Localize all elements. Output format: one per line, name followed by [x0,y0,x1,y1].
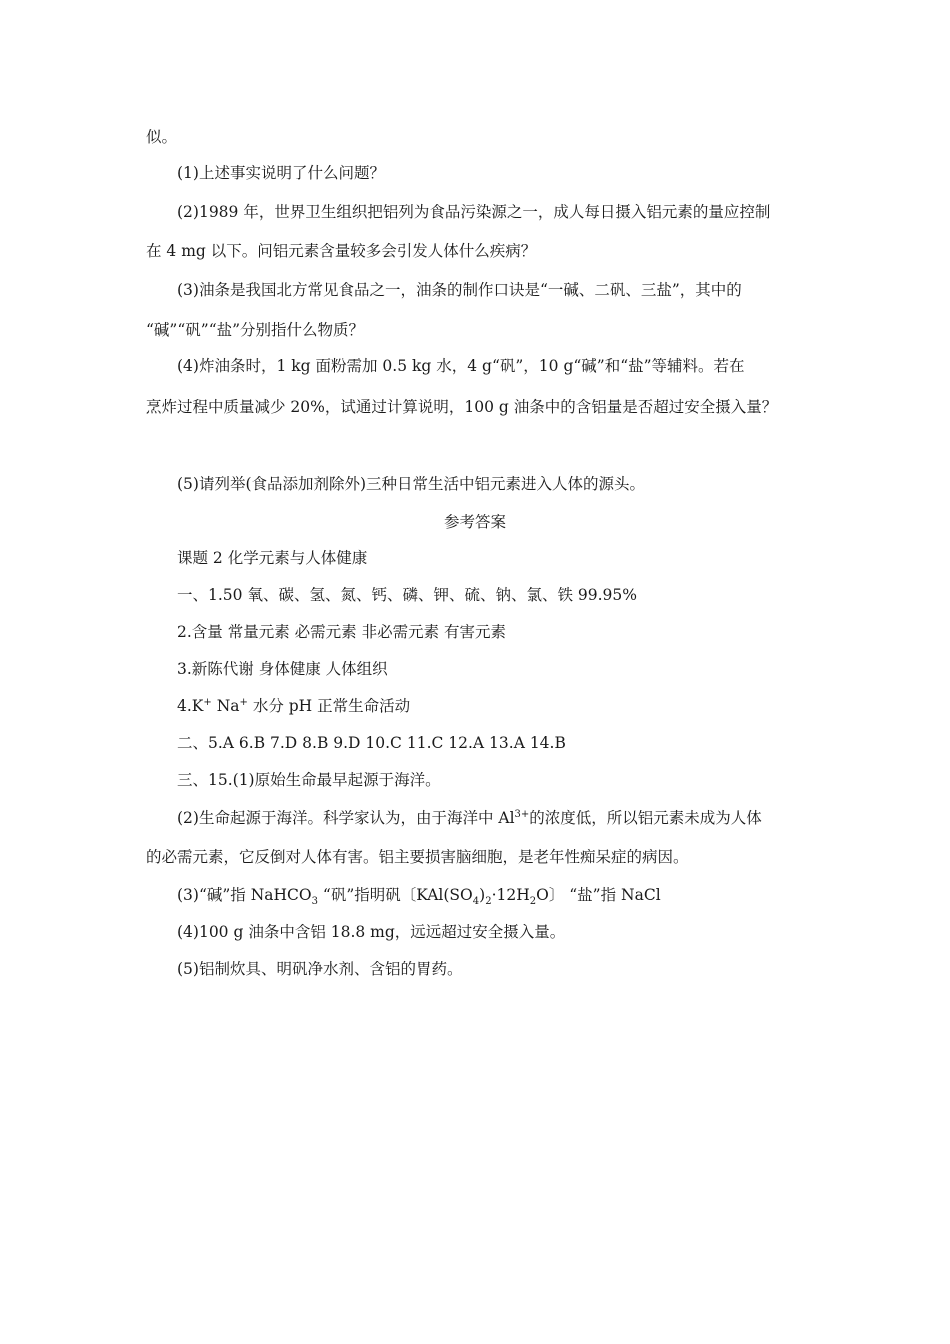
answer-15-3-sub1: 3 [311,896,318,908]
answer-15-2-pre: (2)生命起源于海洋。科学家认为，由于海洋中 Al [177,809,515,827]
answer-15-2-al-charge: 3+ [514,808,530,820]
answer-15-3-sub4: 2 [529,896,537,908]
answer-4-k-charge: + [203,696,212,708]
answer-15-3-part1: (3)“碱”指 NaHCO [177,886,312,904]
answer-section-3-q15-1: 三、15.(1)原始生命最早起源于海洋。 [177,771,441,789]
question-5: (5)请列举(食品添加剂除外)三种日常生活中铝元素进入人体的源头。 [177,475,646,493]
question-3-line-1: (3)油条是我国北方常见食品之一，油条的制作口诀是“一碱、二矾、三盐”，其中的 [177,281,742,299]
answer-4 [177,696,410,716]
answer-15-3-sub2: 4 [472,896,480,908]
answer-15-3-part2: “矾”指明矾〔KAl(SO [318,886,473,904]
question-4-line-1: (4)炸油条时，1 kg 面粉需加 0.5 kg 水，4 g“矾”，10 g“碱”和“盐”等辅料。若在 [177,357,745,375]
lead-end-text: 似。 [146,128,178,146]
answer-15-2-post: 的浓度低，所以铝元素未成为人体 [529,809,762,827]
answer-4-na-charge: + [239,696,248,708]
answer-15-3-part4: ·12H [491,886,530,904]
answer-4-rest: 水分 pH 正常生命活动 [247,697,411,715]
question-1: (1)上述事实说明了什么问题？ [177,164,385,182]
answer-15-2-line-1 [177,808,762,828]
question-3-line-2: “碱”“矾”“盐”分别指什么物质？ [146,321,365,339]
answer-15-2-line-2: 的必需元素，它反倒对人体有害。铝主要损害脑细胞，是老年性痴呆症的病因。 [146,848,689,866]
answer-15-4: (4)100 g 油条中含铝 18.8 mg，远远超过安全摄入量。 [177,923,566,941]
answer-15-5: (5)铝制炊具、明矾净水剂、含铝的胃药。 [177,960,463,978]
answer-3: 3.新陈代谢 身体健康 人体组织 [177,660,388,678]
answer-15-3-sub3: 2 [485,896,492,908]
answer-4-na: Na [211,697,240,715]
answer-2: 2.含量 常量元素 必需元素 非必需元素 有害元素 [177,623,506,641]
answer-15-3-part3: ) [479,886,486,904]
question-4-line-2: 烹炸过程中质量减少 20%，试通过计算说明，100 g 油条中的含铝量是否超过安全摄入量？ [146,398,778,416]
answer-15-3 [177,885,661,908]
answers-topic: 课题 2 化学元素与人体健康 [177,549,368,567]
answer-section-1: 一、1.50 氧、碳、氢、氮、钙、磷、钾、硫、钠、氯、铁 99.95% [177,586,637,604]
answer-section-2: 二、5.A 6.B 7.D 8.B 9.D 10.C 11.C 12.A 13.A 14.B [177,734,566,752]
question-2-line-2: 在 4 mg 以下。问铝元素含量较多会引发人体什么疾病？ [146,242,537,260]
answer-15-3-part5: O〕 “盐”指 NaCl [536,886,661,904]
answers-heading: 参考答案 [443,513,506,531]
answer-4-k: 4.K [177,697,204,715]
question-2-line-1: (2)1989 年，世界卫生组织把铝列为食品污染源之一，成人每日摄入铝元素的量应控制 [177,203,771,221]
